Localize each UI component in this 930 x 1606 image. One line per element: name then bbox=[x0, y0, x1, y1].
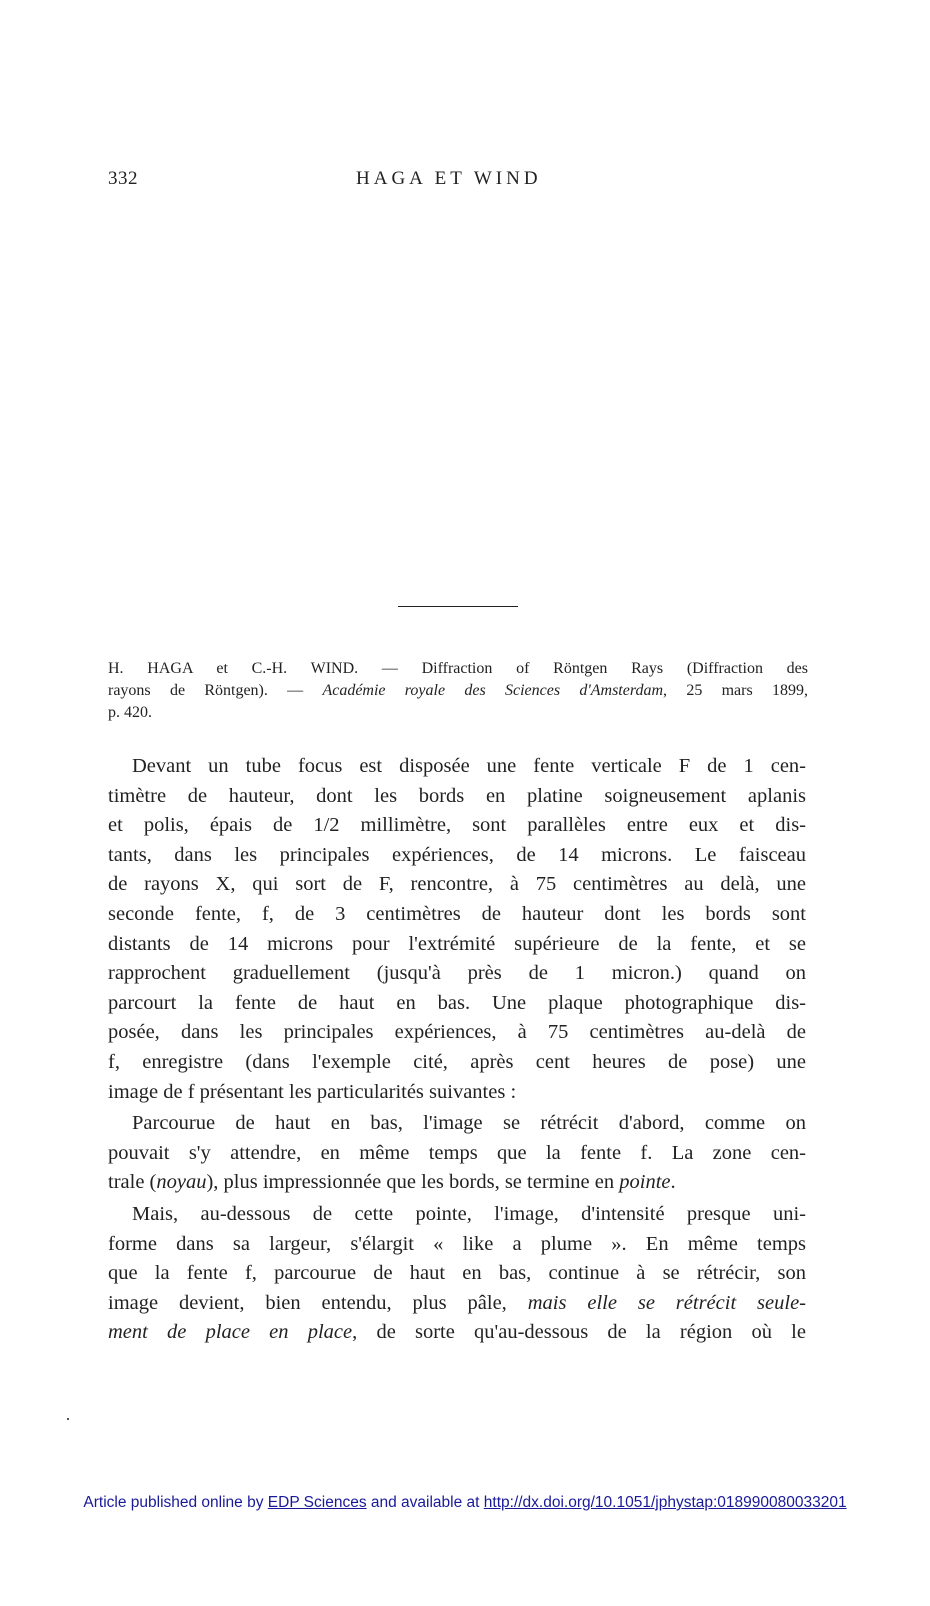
text-line: de rayons X, qui sort de F, rencontre, à 75 centimètres au delà, une bbox=[108, 873, 806, 896]
text-line: tants, dans les principales expériences, de 14 microns. Le faisceau bbox=[108, 843, 806, 866]
text-line: Mais, au-dessous de cette pointe, l'image, d'intensité presque uni- bbox=[132, 1202, 806, 1225]
text-line: f, enregistre (dans l'exemple cité, après cent heures de pose) une bbox=[108, 1050, 806, 1073]
running-head: HAGA ET WIND bbox=[356, 168, 542, 189]
text-line bbox=[108, 1289, 806, 1319]
italic-phrase: ment de place en place bbox=[108, 1321, 353, 1344]
text-line: posée, dans les principales expériences, à 75 centimètres au-delà de bbox=[108, 1021, 806, 1044]
text-line: seconde fente, f, de 3 centimètres de hauteur dont les bords sont bbox=[108, 902, 806, 925]
footer-text: and available at bbox=[366, 1494, 484, 1511]
doi-link[interactable]: http://dx.doi.org/10.1051/jphystap:018990080033201 bbox=[483, 1494, 847, 1511]
reference-line: p. 420. bbox=[108, 704, 152, 721]
reference-line: H. HAGA et C.-H. WIND. — Diffraction of Röntgen Rays (Diffraction des bbox=[108, 660, 808, 677]
text-line: rapprochent graduellement (jusqu'à près de 1 micron.) quand on bbox=[108, 962, 806, 985]
text-line: que la fente f, parcourue de haut en bas, continue à se rétrécir, son bbox=[108, 1262, 806, 1285]
paragraph bbox=[108, 1200, 806, 1348]
reference-date: , 25 mars 1899, bbox=[663, 682, 808, 699]
text-line: image de f présentant les particularités suivantes : bbox=[108, 1080, 517, 1103]
text-line: pouvait s'y attendre, en même temps que la fente f. La zone cen- bbox=[108, 1141, 806, 1164]
paragraph bbox=[108, 752, 806, 1107]
text-line: timètre de hauteur, dont les bords en platine soigneusement aplanis bbox=[108, 784, 806, 807]
text-run: trale ( bbox=[108, 1171, 157, 1194]
text-line: Parcourue de haut en bas, l'image se rétrécit d'abord, comme on bbox=[132, 1112, 806, 1135]
reference-entry bbox=[108, 658, 808, 724]
text-run: , de sorte qu'au-dessous de la région où le bbox=[352, 1321, 806, 1344]
text-line: parcourt la fente de haut en bas. Une plaque photographique dis- bbox=[108, 991, 806, 1014]
text-run: . bbox=[670, 1171, 676, 1194]
text-run: image devient, bien entendu, plus pâle, bbox=[108, 1291, 528, 1314]
scan-speck bbox=[67, 1418, 69, 1420]
italic-term: noyau bbox=[156, 1171, 207, 1194]
text-line: Devant un tube focus est disposée une fente verticale F de 1 cen- bbox=[132, 755, 806, 777]
text-run: ), plus impressionnée que les bords, se termine en bbox=[206, 1171, 620, 1194]
body-text bbox=[108, 752, 806, 1350]
reference-text: rayons de Röntgen). — bbox=[108, 682, 323, 699]
italic-term: pointe bbox=[619, 1171, 671, 1194]
text-line: distants de 14 microns pour l'extrémité supérieure de la fente, et se bbox=[108, 932, 806, 955]
reference-journal: Académie royale des Sciences d'Amsterdam bbox=[322, 682, 664, 699]
italic-phrase: mais elle se rétrécit seule- bbox=[527, 1291, 806, 1314]
text-line bbox=[108, 1168, 806, 1198]
text-line: forme dans sa largeur, s'élargit « like a plume ». En même temps bbox=[108, 1232, 806, 1255]
text-line: et polis, épais de 1/2 millimètre, sont parallèles entre eux et dis- bbox=[108, 814, 806, 837]
publisher-footer bbox=[0, 1494, 930, 1512]
text-line bbox=[108, 1318, 806, 1348]
page-number: 332 bbox=[108, 168, 138, 189]
publisher-link[interactable]: EDP Sciences bbox=[267, 1494, 367, 1511]
section-rule bbox=[398, 606, 518, 607]
reference-line bbox=[108, 680, 808, 702]
paragraph bbox=[108, 1109, 806, 1198]
footer-text: Article published online by bbox=[83, 1494, 268, 1511]
